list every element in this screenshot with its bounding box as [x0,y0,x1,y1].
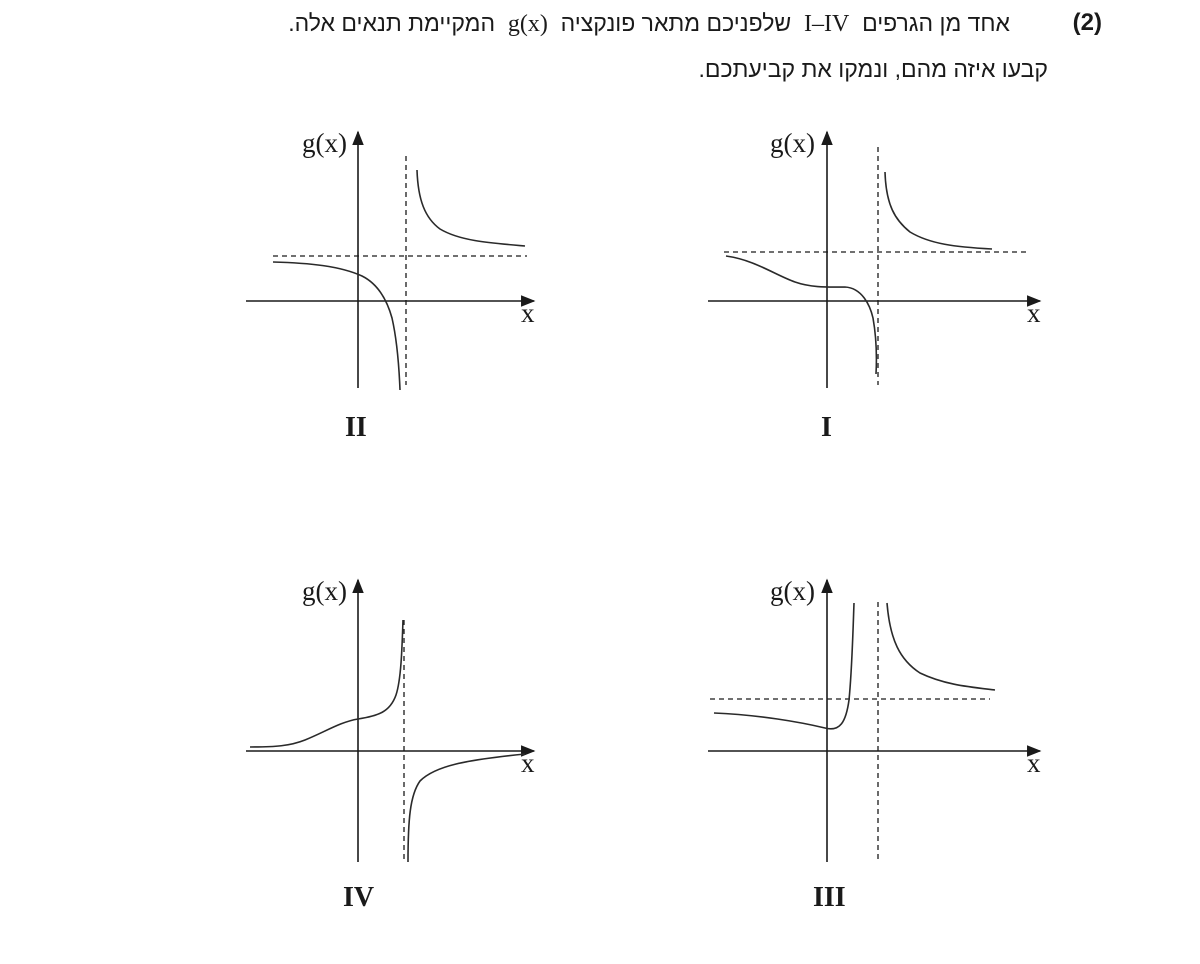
function-name: g(x) [507,11,548,37]
graph-III-left-branch [714,603,854,729]
graph-III-y-label: g(x) [770,576,815,606]
question-number: (2) [1072,9,1102,36]
graph-IV-label: IV [343,882,375,913]
graph-I-right-branch [885,172,992,249]
question-text-part3: המקיימת תנאים אלה. [288,10,496,36]
graph-I [708,128,1041,443]
graph-II [246,128,535,443]
graph-II-right-branch [417,170,525,246]
graph-II-label: II [345,412,367,443]
graph-I-label: I [821,412,832,443]
graph-II-left-branch [273,262,400,390]
graph-I-y-label: g(x) [770,128,815,158]
graph-II-y-label: g(x) [302,128,347,158]
graph-IV-left-branch [250,620,403,747]
question-text-part1: אחד מן הגרפים [862,10,1010,36]
graph-III-label: III [813,882,846,913]
graph-IV-y-label: g(x) [302,576,347,606]
question-text-line-2: קבעו איזה מהם, ונמקו את קביעתכם. [698,56,1048,82]
graph-II-x-label: x [521,298,535,328]
graph-IV-x-label: x [521,748,535,778]
graph-I-left-branch [726,256,876,374]
graph-I-x-label: x [1027,298,1041,328]
graph-IV [246,576,535,913]
graph-III-x-label: x [1027,748,1041,778]
graph-III [708,576,1041,913]
graph-IV-right-branch [408,754,525,862]
graph-range: I–IV [803,11,850,37]
graph-III-right-branch [887,603,995,690]
question-text-part2: שלפניכם מתאר פונקציה [560,10,792,36]
